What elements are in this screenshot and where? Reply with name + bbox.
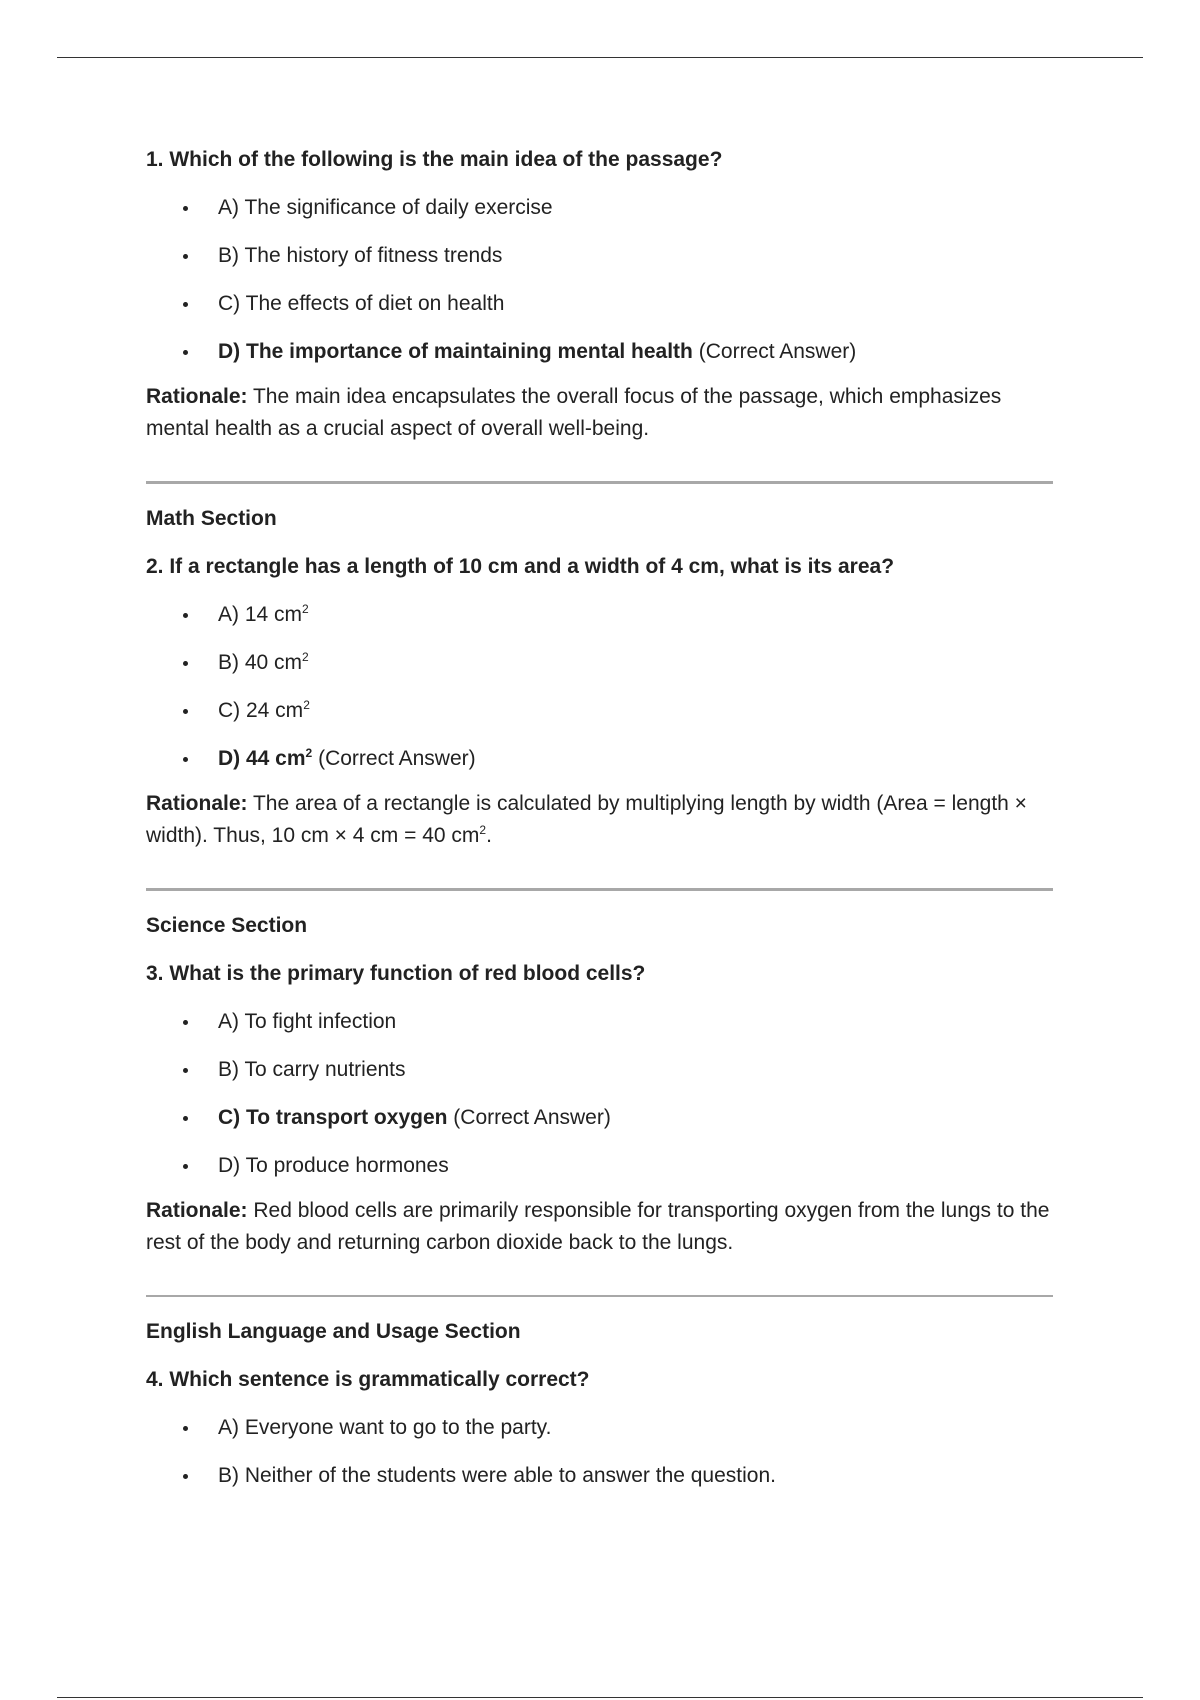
superscript: 2 xyxy=(302,650,309,664)
superscript: 2 xyxy=(302,602,309,616)
option-text: C) 24 cm xyxy=(218,699,304,722)
section-divider xyxy=(146,481,1053,484)
superscript: 2 xyxy=(479,823,487,837)
q3-option-b: B) To carry nutrients xyxy=(146,1055,1066,1085)
q2-option-b xyxy=(146,648,1066,678)
question-4: 4. Which sentence is grammatically correct? xyxy=(146,1368,590,1391)
superscript: 2 xyxy=(303,698,310,712)
q1-option-d-correct xyxy=(146,337,1066,367)
rationale-label: Rationale: xyxy=(146,792,248,815)
q3-rationale xyxy=(146,1195,1066,1259)
option-text: B) 40 cm xyxy=(218,651,303,674)
question-2-options xyxy=(146,600,1066,774)
rationale-label: Rationale: xyxy=(146,385,248,408)
question-3-options xyxy=(146,1007,1066,1181)
rationale-text: The area of a rectangle is calculated by multiplying length by width (Area = length × width). Thus, 10 cm × 4 cm = 40 cm xyxy=(146,792,1027,847)
english-section-heading: English Language and Usage Section xyxy=(146,1320,521,1343)
question-3: 3. What is the primary function of red blood cells? xyxy=(146,962,646,985)
section-divider xyxy=(146,888,1053,891)
q2-rationale xyxy=(146,788,1066,852)
correct-answer-note: (Correct Answer) xyxy=(453,1106,611,1129)
q3-option-a: A) To fight infection xyxy=(146,1007,1066,1037)
rationale-label: Rationale: xyxy=(146,1199,248,1222)
q3-option-c-correct xyxy=(146,1103,1066,1133)
q1-option-c: C) The effects of diet on health xyxy=(146,289,1066,319)
q1-option-a: A) The significance of daily exercise xyxy=(146,193,1066,223)
rationale-text: The main idea encapsulates the overall focus of the passage, which emphasizes mental health as a crucial aspect of overall well-being. xyxy=(146,385,1002,440)
correct-option-label xyxy=(218,747,312,770)
q4-option-b: B) Neither of the students were able to answer the question. xyxy=(146,1461,1066,1491)
page-bottom-rule xyxy=(57,1697,1143,1698)
question-4-options xyxy=(146,1413,1066,1491)
q2-option-a xyxy=(146,600,1066,630)
document-body xyxy=(146,145,1066,1491)
page-top-rule xyxy=(57,57,1143,58)
science-section-heading: Science Section xyxy=(146,914,308,937)
math-section-heading: Math Section xyxy=(146,507,277,530)
question-1-options xyxy=(146,193,1066,367)
q2-option-c xyxy=(146,696,1066,726)
option-text: A) 14 cm xyxy=(218,603,303,626)
question-1: 1. Which of the following is the main idea of the passage? xyxy=(146,148,723,171)
superscript: 2 xyxy=(305,746,313,760)
rationale-text: Red blood cells are primarily responsible for transporting oxygen from the lungs to the rest of the body and returning carbon dioxide back to the lungs. xyxy=(146,1199,1050,1254)
q1-option-b: B) The history of fitness trends xyxy=(146,241,1066,271)
correct-answer-note: (Correct Answer) xyxy=(698,340,857,363)
correct-option-label: D) The importance of maintaining mental health xyxy=(218,340,693,363)
section-divider xyxy=(146,1295,1053,1297)
correct-option-label: C) To transport oxygen xyxy=(218,1106,448,1129)
q4-option-a: A) Everyone want to go to the party. xyxy=(146,1413,1066,1443)
question-2: 2. If a rectangle has a length of 10 cm and a width of 4 cm, what is its area? xyxy=(146,555,895,578)
option-text: D) 44 cm xyxy=(218,747,306,770)
correct-answer-note: (Correct Answer) xyxy=(318,747,476,770)
rationale-end: . xyxy=(486,824,492,847)
q3-option-d: D) To produce hormones xyxy=(146,1151,1066,1181)
q1-rationale xyxy=(146,381,1066,445)
q2-option-d-correct xyxy=(146,744,1066,774)
